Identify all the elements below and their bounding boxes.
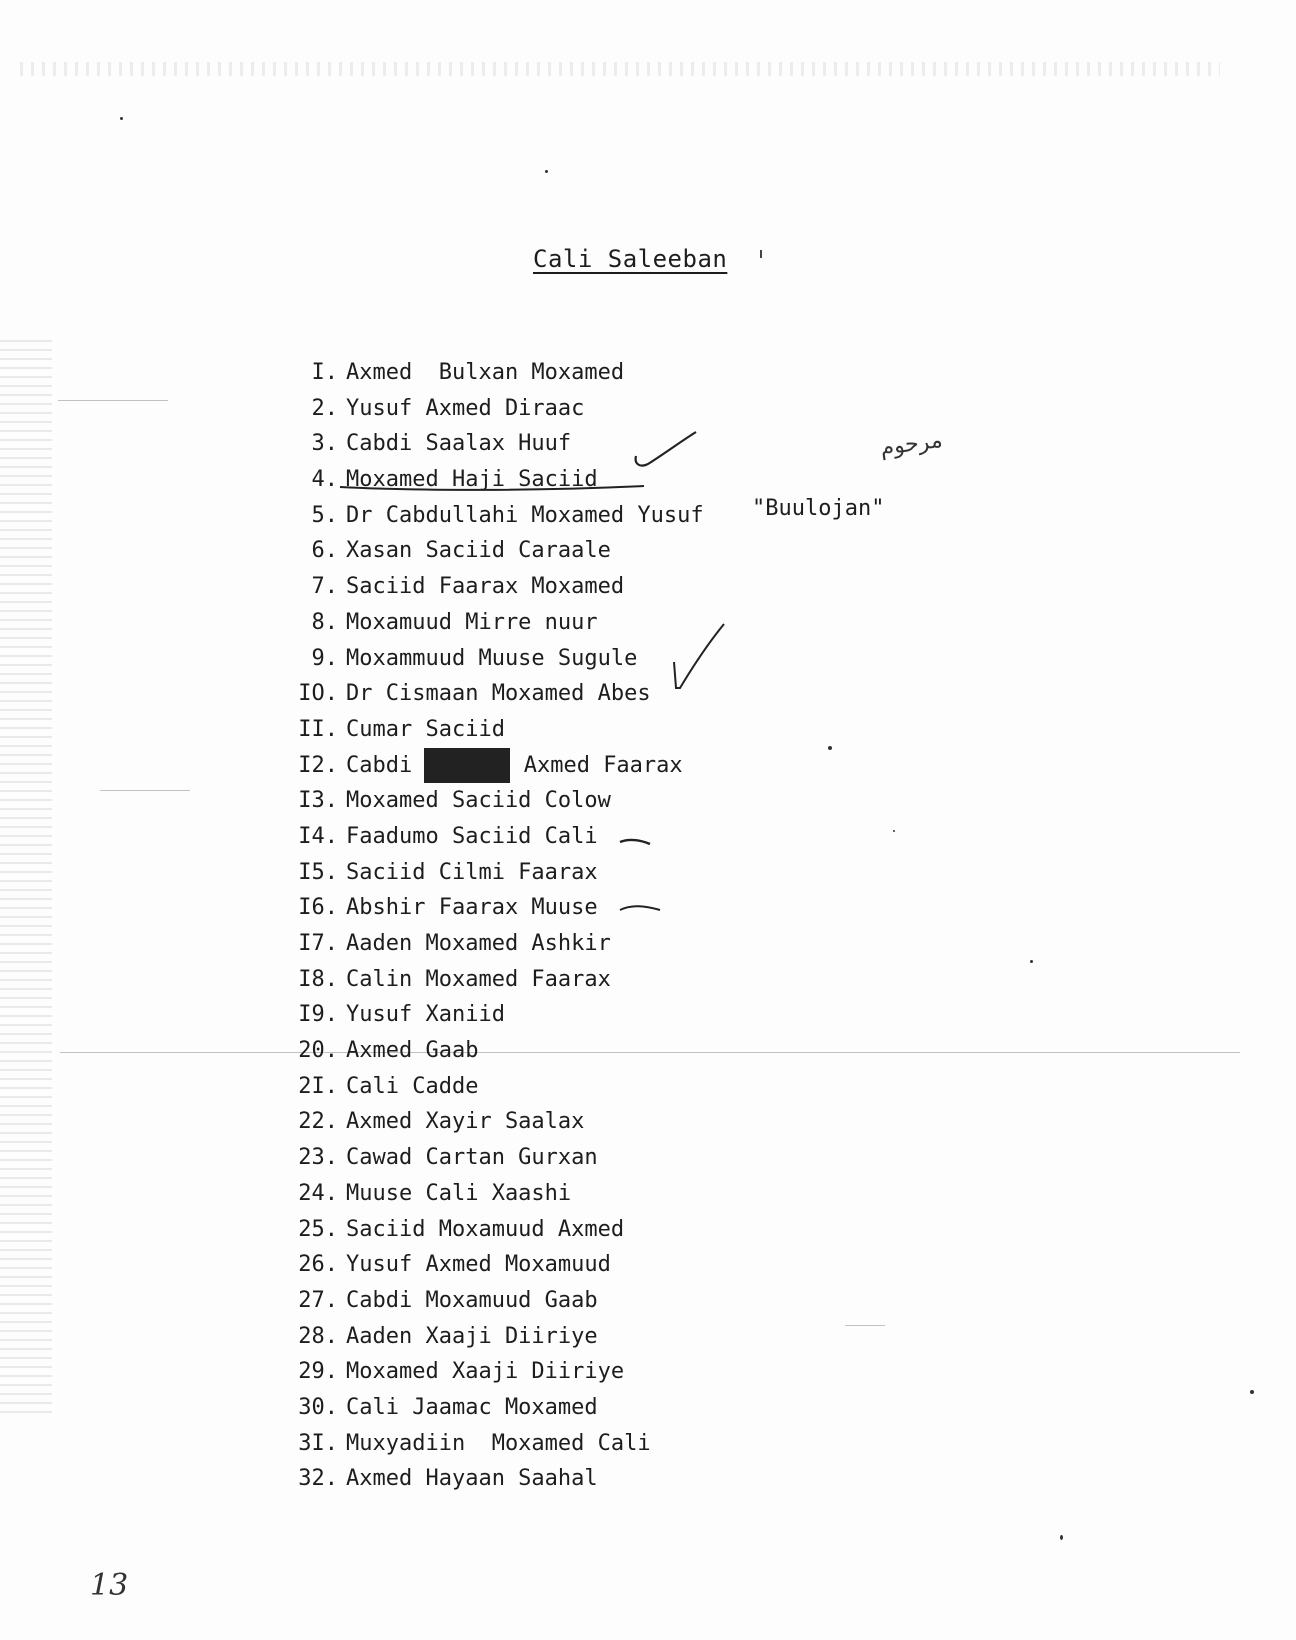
item-name: Cabdi Saalax Huuf: [346, 431, 572, 457]
item-name: Axmed Faarax: [523, 752, 683, 778]
handwritten-underline: [338, 482, 648, 492]
list-item: [280, 1069, 704, 1105]
item-name: Yusuf Xaniid: [346, 1002, 505, 1028]
item-number: 20.: [298, 1038, 338, 1064]
check-mark-icon: [670, 622, 730, 694]
item-number: 25.: [298, 1216, 338, 1242]
list-item: [280, 569, 704, 605]
item-name: Yusuf Axmed Diraac: [346, 395, 585, 421]
list-item: [280, 1283, 704, 1319]
list-item: [280, 748, 704, 784]
item-number: 5.: [311, 502, 338, 528]
item-number: 3.: [311, 431, 338, 457]
item-number: 6.: [311, 538, 338, 564]
item-number: I8.: [298, 966, 338, 992]
list-item: [280, 1176, 704, 1212]
item-number: I.: [311, 360, 338, 385]
item-name: Dr Cabdullahi Moxamed Yusuf: [346, 502, 704, 528]
item-number: 29.: [298, 1359, 338, 1385]
item-number: 4.: [311, 467, 338, 493]
item-name: Aaden Moxamed Ashkir: [346, 931, 611, 956]
page-title: Cali Saleeban: [533, 245, 728, 273]
list-item: [280, 391, 704, 427]
item-name: Saciid Cilmi Faarax: [346, 859, 598, 885]
check-mark-icon: [630, 428, 700, 476]
item-number: 7.: [311, 574, 338, 600]
item-name: Calin Moxamed Faarax: [346, 966, 611, 992]
item-name: Dr Cismaan Moxamed Abes: [346, 681, 651, 707]
item-number: I5.: [298, 859, 338, 885]
fold-line: [845, 1325, 885, 1326]
name-list: [280, 355, 704, 1497]
list-item: [280, 676, 704, 712]
item-name: Moxammuud Muuse Sugule: [346, 645, 638, 671]
item-name: Moxamuud Mirre nuur: [346, 609, 598, 635]
list-item: [280, 1426, 704, 1462]
item-name: Cali Jaamac Moxamed: [346, 1394, 598, 1420]
item-number: 2.: [311, 395, 338, 421]
item-name: Saciid Faarax Moxamed: [346, 574, 625, 600]
list-item: [280, 962, 704, 998]
item-name: Cabdi Moxamuud Gaab: [346, 1287, 598, 1313]
item-number: 23.: [298, 1145, 338, 1171]
list-item: [280, 712, 704, 748]
item-number: 9.: [311, 645, 338, 671]
speck: [828, 746, 832, 750]
item-name: Abshir Faarax Muuse: [346, 895, 598, 921]
arrow-mark-icon: [618, 834, 652, 850]
page-number: 13: [90, 1568, 129, 1603]
item-number: I4.: [298, 823, 338, 849]
item-name: Moxamed Haji Saciid: [346, 467, 598, 493]
list-item: [280, 1140, 704, 1176]
speck: [1030, 960, 1033, 963]
scan-noise-left-edge: [0, 340, 52, 1420]
list-item: [280, 1247, 704, 1283]
item-name: Axmed Hayaan Saahal: [346, 1466, 598, 1492]
list-item: [280, 926, 704, 962]
list-item: [280, 1033, 704, 1069]
handwritten-note: مرحوم: [878, 427, 944, 462]
item-name: Saciid Moxamuud Axmed: [346, 1216, 625, 1242]
stray-mark: [760, 250, 762, 258]
item-number: 26.: [298, 1252, 338, 1278]
item-number: 2I.: [298, 1073, 338, 1099]
item-number: 8.: [311, 609, 338, 635]
item-number: 32.: [298, 1466, 338, 1492]
arrow-mark-icon: [618, 902, 662, 916]
item-name: Cali Cadde: [346, 1073, 479, 1099]
list-item: [280, 498, 704, 534]
item-number: IO.: [298, 681, 338, 707]
item-name: Axmed Bulxan Moxamed: [346, 360, 625, 385]
speck: [1250, 1390, 1254, 1394]
list-item: [280, 997, 704, 1033]
item-name: Cabdi: [346, 752, 413, 778]
item-name: Cumar Saciid: [346, 716, 505, 742]
item-name: Moxamed Saciid Colow: [346, 788, 611, 814]
speck: [545, 170, 548, 173]
list-item: [280, 605, 704, 641]
item-name: Axmed Xayir Saalax: [346, 1109, 585, 1135]
fold-line: [100, 790, 190, 791]
scan-noise-top: [20, 62, 1220, 76]
item-number: 24.: [298, 1180, 338, 1206]
list-item: [280, 1212, 704, 1248]
item-number: I2.: [298, 752, 338, 778]
list-item: [280, 1354, 704, 1390]
item-number: I7.: [298, 931, 338, 956]
nickname-annotation: "Buulojan": [752, 496, 885, 521]
struck-out-text: Faarax: [424, 748, 509, 784]
item-name: Xasan Saciid Caraale: [346, 538, 611, 564]
list-item: [280, 1390, 704, 1426]
item-number: II.: [298, 716, 338, 742]
list-item: [280, 355, 704, 391]
list-item: [280, 1461, 704, 1497]
item-number: I9.: [298, 1002, 338, 1028]
list-item: [280, 783, 704, 819]
item-number: 22.: [298, 1109, 338, 1135]
item-name: Muxyadiin Moxamed Cali: [346, 1430, 651, 1456]
item-number: 28.: [298, 1323, 338, 1349]
speck: [1060, 1535, 1063, 1540]
item-name: Moxamed Xaaji Diiriye: [346, 1359, 625, 1385]
item-number: I6.: [298, 895, 338, 921]
list-item: [280, 1104, 704, 1140]
item-number: I3.: [298, 788, 338, 814]
list-item: [280, 641, 704, 677]
list-item: [280, 533, 704, 569]
speck: [893, 830, 895, 832]
item-number: 3I.: [298, 1430, 338, 1456]
item-number: 30.: [298, 1394, 338, 1420]
item-name: Muuse Cali Xaashi: [346, 1180, 572, 1206]
item-name: Aaden Xaaji Diiriye: [346, 1323, 598, 1349]
item-name: Axmed Gaab: [346, 1038, 479, 1064]
list-item: [280, 1319, 704, 1355]
item-name: Yusuf Axmed Moxamuud: [346, 1252, 611, 1278]
fold-line: [58, 400, 168, 401]
item-name: Faadumo Saciid Cali: [346, 823, 598, 849]
list-item: [280, 855, 704, 891]
item-name: Cawad Cartan Gurxan: [346, 1145, 598, 1171]
speck: [120, 117, 123, 120]
item-number: 27.: [298, 1287, 338, 1313]
